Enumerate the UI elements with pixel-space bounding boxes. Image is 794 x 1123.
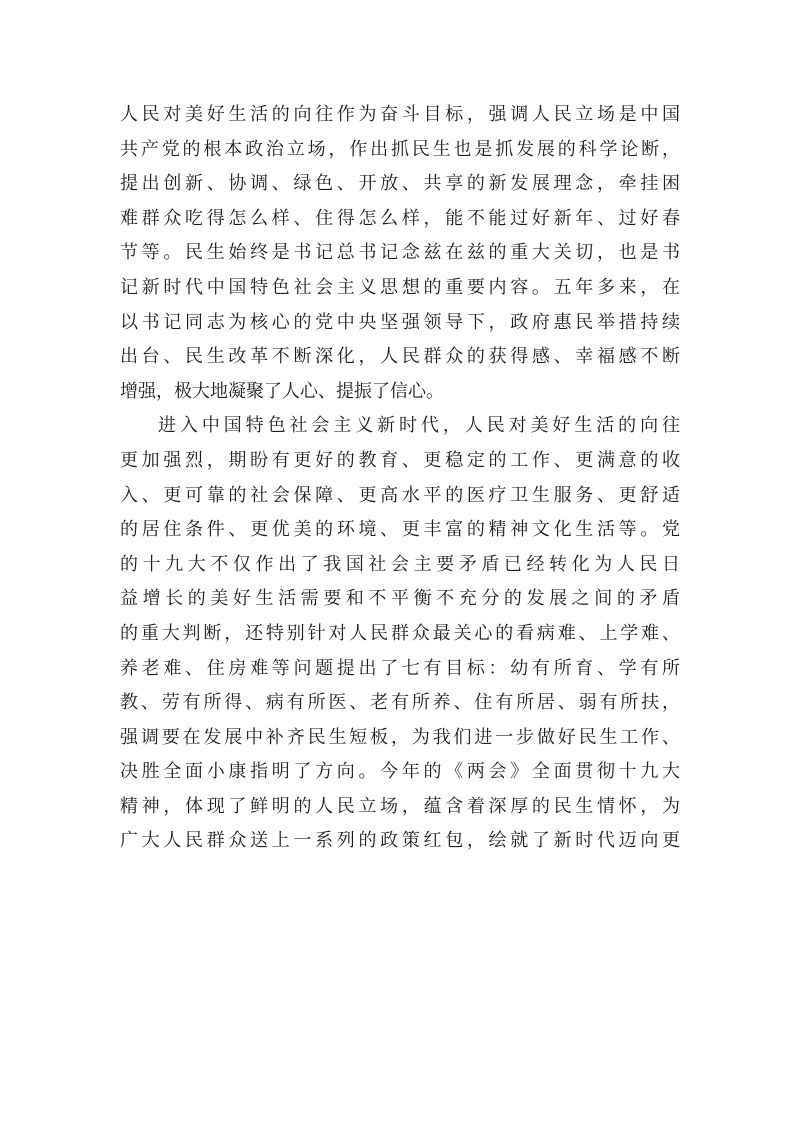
text-line: 的居住条件、更优美的环境、更丰富的精神文化生活等。党 [120, 519, 680, 541]
text-line: 人民对美好生活的向往作为奋斗目标，强调人民立场是中国 [120, 104, 680, 125]
text-line: 决胜全面小康指明了方向。今年的《两会》全面贯彻十九大 [120, 761, 680, 783]
text-line: 共产党的根本政治立场，作出抓民生也是抓发展的科学论断， [120, 138, 680, 160]
text-line: 强调要在发展中补齐民生短板，为我们进一步做好民生工作、 [120, 726, 680, 748]
text-line: 节等。民生始终是书记总书记念兹在兹的重大关切，也是书 [120, 242, 680, 264]
text-line: 广大人民群众送上一系列的政策红包，绘就了新时代迈向更 [120, 830, 680, 852]
text-line: 增强，极大地凝聚了人心、提振了信心。 [120, 380, 444, 402]
text-line: 入、更可靠的社会保障、更高水平的医疗卫生服务、更舒适 [120, 484, 680, 506]
text-line: 的十九大不仅作出了我国社会主要矛盾已经转化为人民日 [120, 553, 680, 575]
text-line: 更加强烈，期盼有更好的教育、更稳定的工作、更满意的收 [120, 449, 680, 471]
text-line: 教、劳有所得、病有所医、老有所养、住有所居、弱有所扶， [120, 692, 680, 714]
text-line: 难群众吃得怎么样、住得怎么样，能不能过好新年、过好春 [120, 207, 680, 229]
body-text [120, 98, 680, 859]
text-line: 养老难、住房难等问题提出了七有目标：幼有所育、学有所 [120, 657, 680, 679]
text-line: 提出创新、协调、绿色、开放、共享的新发展理念，牵挂困 [120, 173, 680, 195]
text-line: 益增长的美好生活需要和不平衡不充分的发展之间的矛盾 [120, 588, 680, 610]
text-line: 精神，体现了鲜明的人民立场，蕴含着深厚的民生情怀，为 [120, 795, 680, 817]
text-line: 以书记同志为核心的党中央坚强领导下，政府惠民举措持续 [120, 311, 680, 333]
text-line: 的重大判断，还特别针对人民群众最关心的看病难、上学难、 [120, 622, 680, 644]
paragraph-first-line: 进入中国特色社会主义新时代，人民对美好生活的向往 [158, 415, 680, 437]
text-line: 记新时代中国特色社会主义思想的重要内容。五年多来，在 [120, 276, 680, 298]
text-line: 出台、民生改革不断深化，人民群众的获得感、幸福感不断 [120, 346, 680, 368]
